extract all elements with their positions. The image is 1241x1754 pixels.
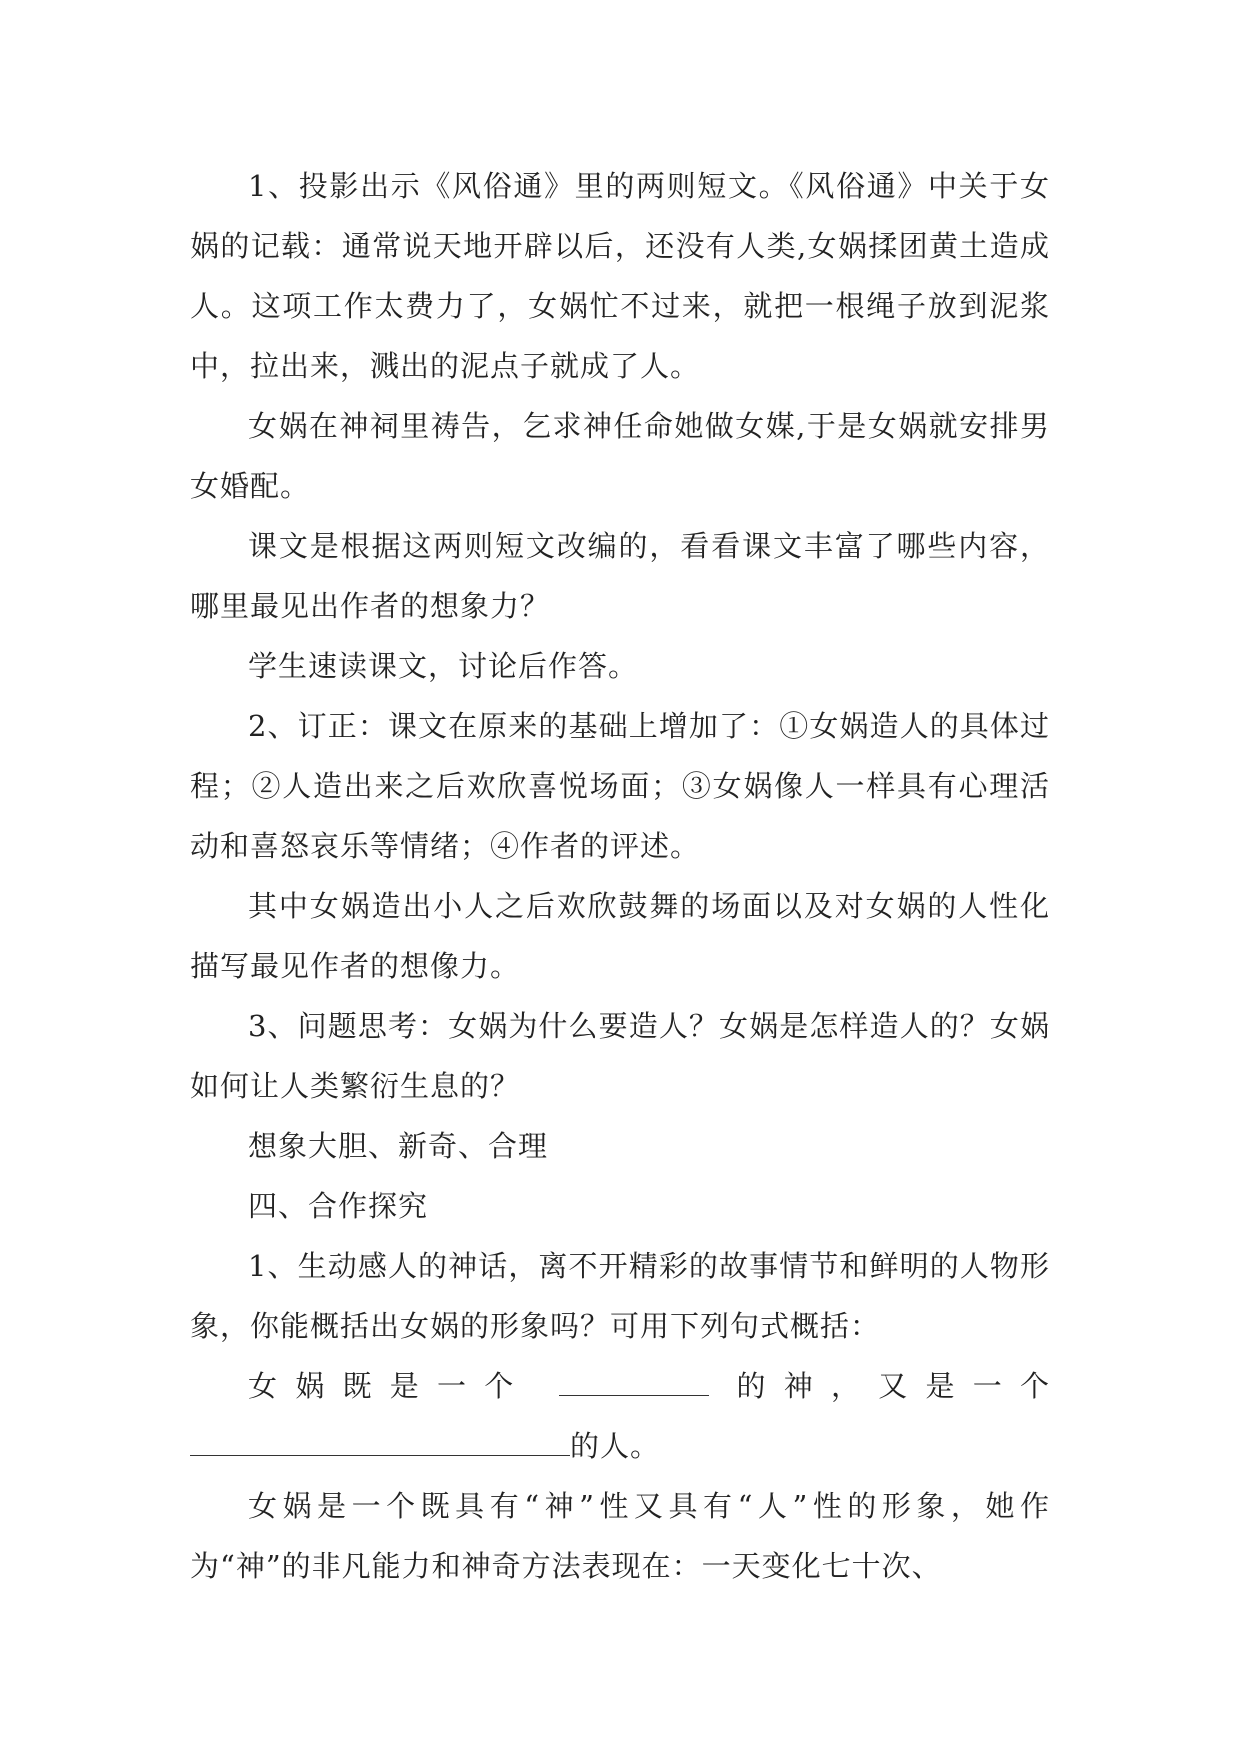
paragraph-4: 学生速读课文，讨论后作答。 [248,649,639,683]
paragraph-6: 其中女娲造出小人之后欢欣鼓舞的场面以及对女娲的人性化描写最见作者的想像力。 [190,889,1050,983]
paragraph-8: 想象大胆、新奇、合理 [248,1129,549,1163]
fill-in-part-2: 的神，又是一个 [736,1369,1050,1403]
document-page [190,156,1050,1596]
section-heading: 四、合作探究 [248,1189,429,1223]
paragraph-3: 课文是根据这两则短文改编的，看看课文丰富了哪些内容，哪里最见出作者的想象力？ [190,529,1050,623]
blank-line-long [190,1421,570,1456]
paragraph-9: 1、生动感人的神话，离不开精彩的故事情节和鲜明的人物形象，你能概括出女娲的形象吗？可用下列句式概括： [190,1249,1050,1343]
fill-in-part-3: 的人。 [570,1429,661,1463]
closing-paragraph: 女娲是一个既具有“神”性又具有“人”性的形象，她作为“神”的非凡能力和神奇方法表现在：一天变化七十次、 [190,1489,1050,1583]
paragraph-1: 1、投影出示《风俗通》里的两则短文。《风俗通》中关于女娲的记载：通常说天地开辟以后，还没有人类,女娲揉团黄土造成人。这项工作太费力了，女娲忙不过来，就把一根绳子放到泥浆中，拉出来，溅出的泥点子就成了人。 [190,169,1050,383]
fill-in-sentence-end [190,1416,1050,1476]
fill-in-sentence [190,1356,1050,1416]
fill-in-part-1: 女娲既是一个 [248,1369,532,1403]
paragraph-2: 女娲在神祠里祷告，乞求神任命她做女媒,于是女娲就安排男女婚配。 [190,409,1050,503]
paragraph-7: 3、问题思考：女娲为什么要造人？女娲是怎样造人的？女娲如何让人类繁衍生息的？ [190,1009,1050,1103]
paragraph-5: 2、订正：课文在原来的基础上增加了：①女娲造人的具体过程；②人造出来之后欢欣喜悦场面；③女娲像人一样具有心理活动和喜怒哀乐等情绪；④作者的评述。 [190,709,1050,863]
blank-line-short [559,1361,709,1396]
